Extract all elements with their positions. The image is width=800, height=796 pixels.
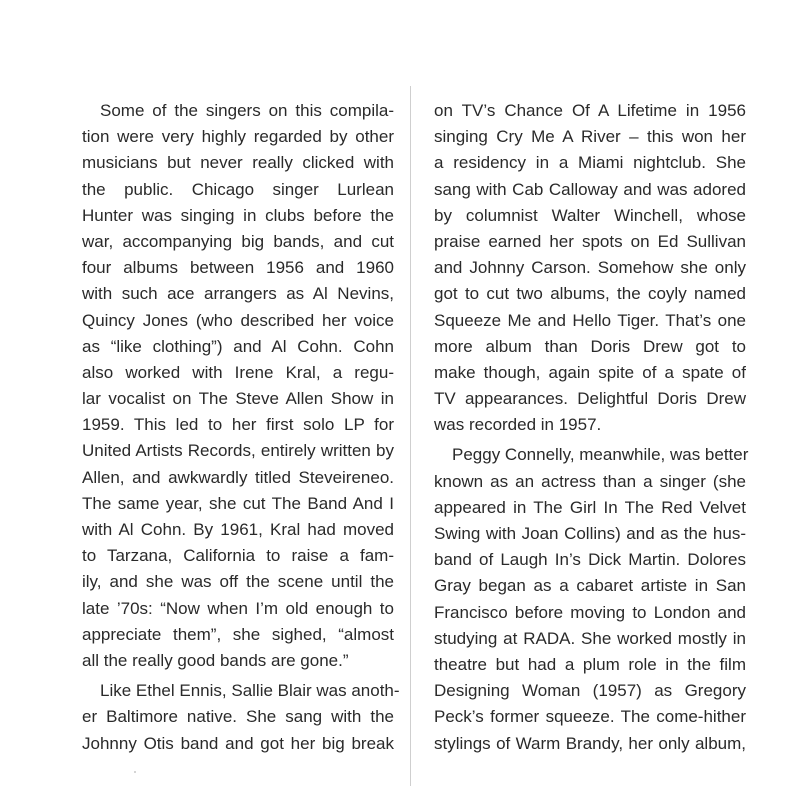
text-line: musicians but never really clicked with bbox=[82, 153, 394, 173]
text-line: Swing with Joan Collins) and as the hus- bbox=[434, 524, 746, 543]
text-line: all the really good bands are gone.” bbox=[82, 650, 349, 670]
text-line: Gray began as a cabaret artiste in San bbox=[434, 576, 746, 596]
text-line: TV appearances. Delightful Doris Drew bbox=[434, 389, 746, 409]
text-line: The same year, she cut The Band And I bbox=[82, 493, 394, 513]
text-line: by columnist Walter Winchell, whose bbox=[434, 205, 746, 225]
text-line: and Johnny Carson. Somehow she only bbox=[434, 258, 746, 278]
paragraph bbox=[434, 442, 749, 756]
text-line: praise earned her spots on Ed Sullivan bbox=[434, 231, 746, 251]
text-line: as “like clothing”) and Al Cohn. Cohn bbox=[82, 336, 394, 356]
text-line: tion were very highly regarded by other bbox=[82, 127, 394, 147]
text-line: studying at RADA. She worked mostly in bbox=[434, 628, 746, 648]
text-line: make though, again spite of a spate of bbox=[434, 362, 746, 382]
text-line: Johnny Otis band and got her big break bbox=[82, 733, 394, 753]
text-line: the public. Chicago singer Lurlean bbox=[82, 179, 394, 199]
text-line: appreciate them”, she sighed, “almost bbox=[82, 624, 394, 644]
text-line: sang with Cab Calloway and was adored bbox=[434, 179, 746, 199]
text-line: appeared in The Girl In The Red Velvet bbox=[434, 497, 746, 517]
text-line: Peggy Connelly, meanwhile, was better bbox=[452, 445, 749, 465]
text-line: got to cut two albums, the coyly named bbox=[434, 284, 746, 304]
text-line: Squeeze Me and Hello Tiger. That’s one bbox=[434, 310, 746, 330]
right-column bbox=[434, 98, 749, 757]
text-line: er Baltimore native. She sang with the bbox=[82, 707, 394, 727]
text-line: stylings of Warm Brandy, her only album, bbox=[434, 733, 746, 753]
text-line: Francisco before moving to London and bbox=[434, 602, 746, 622]
text-line: United Artists Records, entirely written by bbox=[82, 441, 394, 461]
text-line: singing Cry Me A River – this won her bbox=[434, 127, 746, 147]
text-line: Allen, and awkwardly titled Steveireneo. bbox=[82, 467, 394, 487]
text-line: more album than Doris Drew got to bbox=[434, 336, 746, 356]
text-line: with Al Cohn. By 1961, Kral had moved bbox=[82, 520, 394, 539]
left-column bbox=[82, 98, 400, 757]
paragraph bbox=[82, 678, 400, 757]
text-line: four albums between 1956 and 1960 bbox=[82, 258, 394, 278]
print-speck bbox=[134, 771, 136, 773]
text-line: also worked with Irene Kral, a regu- bbox=[82, 362, 394, 382]
text-line: band of Laugh In’s Dick Martin. Dolores bbox=[434, 550, 746, 570]
text-line: was recorded in 1957. bbox=[434, 415, 602, 435]
text-line: to Tarzana, California to raise a fam- bbox=[82, 546, 394, 566]
text-line: war, accompanying big bands, and cut bbox=[82, 231, 394, 251]
text-line: Quincy Jones (who described her voice bbox=[82, 310, 394, 330]
paragraph bbox=[82, 98, 394, 674]
text-line: ily, and she was off the scene until the bbox=[82, 572, 394, 592]
text-line: 1959. This led to her first solo LP for bbox=[82, 415, 394, 435]
text-line: Some of the singers on this compila- bbox=[100, 101, 394, 120]
text-line: late ’70s: “Now when I’m old enough to bbox=[82, 598, 394, 618]
text-line: with such ace arrangers as Al Nevins, bbox=[82, 284, 394, 304]
text-line: Like Ethel Ennis, Sallie Blair was anoth- bbox=[100, 681, 400, 701]
text-line: lar vocalist on The Steve Allen Show in bbox=[82, 389, 394, 409]
text-line: Designing Woman (1957) as Gregory bbox=[434, 681, 746, 701]
column-divider bbox=[410, 86, 411, 786]
text-line: Peck’s former squeeze. The come-hither bbox=[434, 707, 746, 727]
text-line: known as an actress than a singer (she bbox=[434, 471, 746, 491]
text-line: a residency in a Miami nightclub. She bbox=[434, 153, 746, 173]
text-line: theatre but had a plum role in the film bbox=[434, 654, 746, 674]
text-line: Hunter was singing in clubs before the bbox=[82, 205, 394, 225]
text-line: on TV’s Chance Of A Lifetime in 1956 bbox=[434, 101, 746, 120]
paragraph bbox=[434, 98, 746, 438]
